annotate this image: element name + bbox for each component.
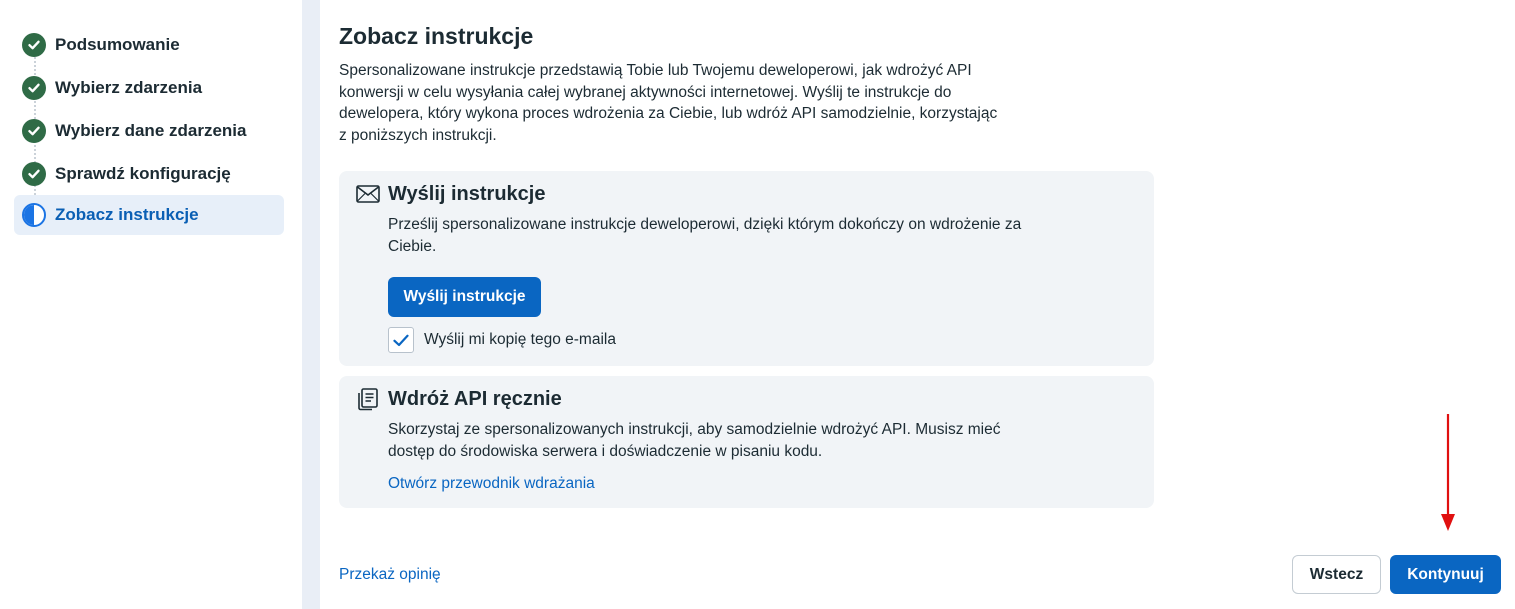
step-label: Wybierz zdarzenia xyxy=(55,77,203,97)
open-guide-link[interactable]: Otwórz przewodnik wdrażania xyxy=(388,475,595,492)
document-icon xyxy=(355,386,381,412)
step-zobacz-instrukcje[interactable] xyxy=(14,195,284,235)
card-title: Wyślij instrukcje xyxy=(388,182,546,205)
panel-divider xyxy=(302,0,320,609)
check-circle-icon xyxy=(22,162,46,186)
step-podsumowanie[interactable] xyxy=(14,23,284,66)
page-title: Zobacz instrukcje xyxy=(339,23,534,49)
copy-email-label: Wyślij mi kopię tego e-maila xyxy=(424,331,616,348)
step-sprawdz-konfiguracje[interactable] xyxy=(14,152,284,195)
step-label: Podsumowanie xyxy=(55,34,180,54)
step-label: Sprawdź konfigurację xyxy=(55,163,231,183)
check-circle-icon xyxy=(22,119,46,143)
feedback-link[interactable]: Przekaż opinię xyxy=(339,566,441,583)
copy-email-checkbox[interactable] xyxy=(388,327,414,353)
continue-button[interactable]: Kontynuuj xyxy=(1390,555,1501,594)
half-circle-icon xyxy=(22,203,46,227)
annotation-arrow xyxy=(1440,414,1456,532)
card-title: Wdróż API ręcznie xyxy=(388,387,562,410)
step-label: Wybierz dane zdarzenia xyxy=(55,120,247,140)
check-circle-icon xyxy=(22,76,46,100)
step-label: Zobacz instrukcje xyxy=(55,205,199,224)
copy-email-option[interactable] xyxy=(388,327,616,353)
card-header xyxy=(355,386,562,412)
envelope-icon xyxy=(355,181,381,207)
send-instructions-button[interactable]: Wyślij instrukcje xyxy=(388,277,541,317)
step-wybierz-zdarzenia[interactable] xyxy=(14,66,284,109)
card-description: Skorzystaj ze spersonalizowanych instrukcji, aby samodzielnie wdrożyć API. Musisz mieć dostęp do środowiska serwera i doświadczenie w pisaniu kodu. xyxy=(388,421,1001,460)
sidebar xyxy=(0,0,302,609)
check-circle-icon xyxy=(22,33,46,57)
card-header xyxy=(355,181,545,207)
send-instructions-card xyxy=(339,171,1154,366)
page-description: Spersonalizowane instrukcje przedstawią Tobie lub Twojemu deweloperowi, jak wdrożyć API konwersji w celu wysyłania całej wybranej aktywności internetowej. Wyślij te instrukcje do dewelopera, który wykona proces wdrożenia za Ciebie, lub wdróż API samodzielnie, korzystając z poniższych instrukcji. xyxy=(339,62,998,144)
card-description: Prześlij spersonalizowane instrukcje deweloperowi, dzięki którym dokończy on wdrożenie za Ciebie. xyxy=(388,216,1022,255)
step-list xyxy=(14,23,284,235)
back-button[interactable]: Wstecz xyxy=(1292,555,1381,594)
manual-api-card xyxy=(339,376,1154,508)
step-wybierz-dane-zdarzenia[interactable] xyxy=(14,109,284,152)
